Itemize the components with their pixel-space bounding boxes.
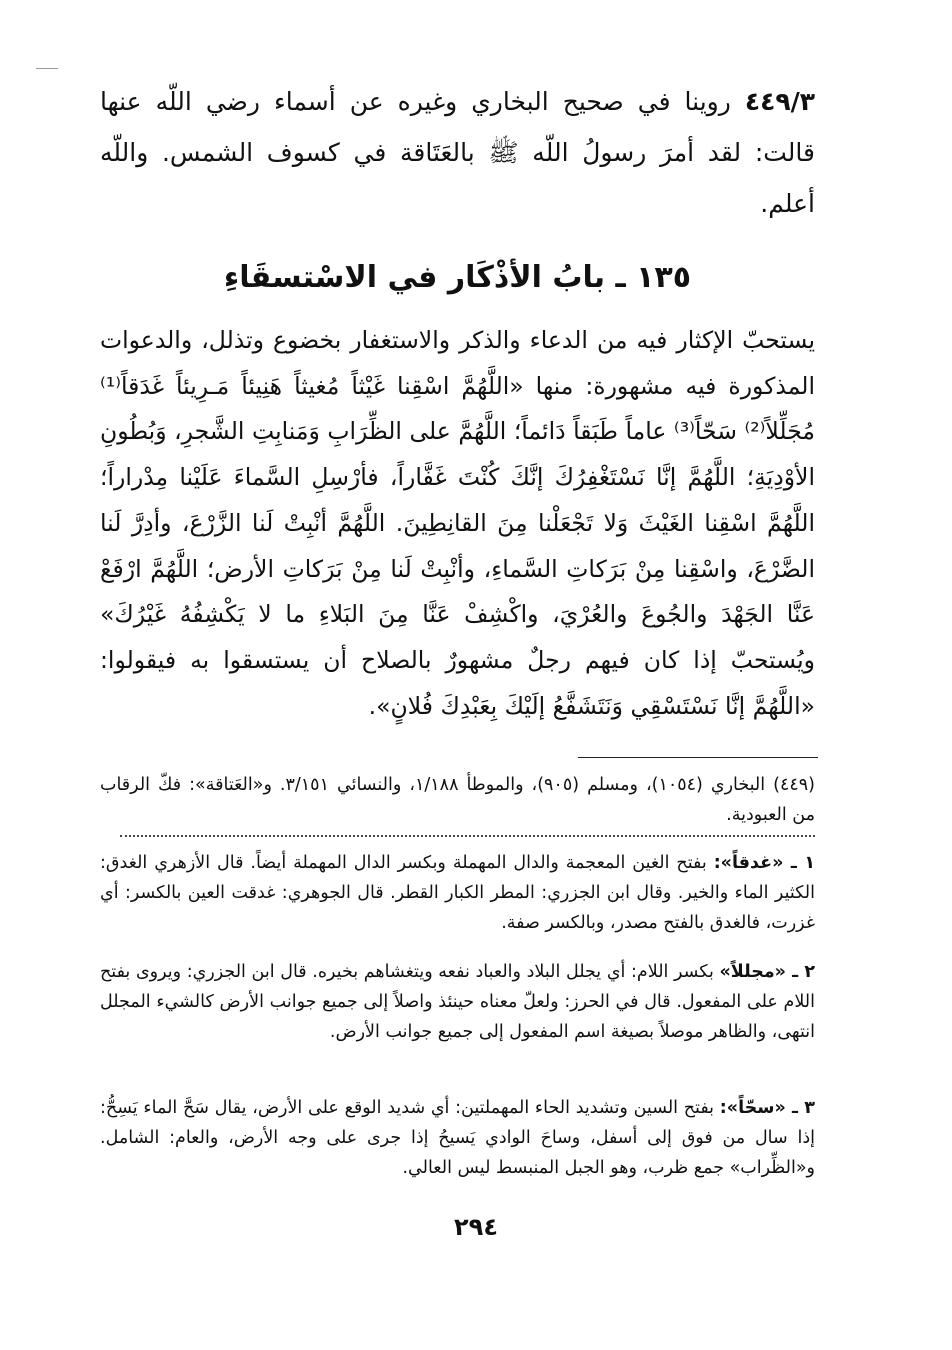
footnote-3 [100,1093,815,1183]
footnote-1 [100,848,815,938]
footnote-2-text: بكسر اللام: أي يجلل البلاد والعباد نفعه ويتغشاهم بخيره. قال ابن الجزري: ويروى بفتح اللام على المفعول. قال في الحرز: ولعلّ معناه حينئذ واصلاً إلى جميع جوانب الأرض كالشيء المجلل انتهى، والظاهر موصلاً بصيغة اسم المفعول إلى جميع جوانب الأرض. [100,962,815,1042]
chapter-body-paragraph: يستحبّ الإكثار فيه من الدعاء والذكر والاستغفار بخضوع وتذلل، والدعوات المذكورة فيه مشهورة: منها «اللَّهُمَّ اسْقِنا غَيْثاً مُغيثاً هَنِيئاً مَـرِيئاً غَدَقاً⁽¹⁾ مُجَلِّلاً⁽²⁾ سَحّاً⁽³⁾ عاماً طَبَقاً دَائماً؛ اللَّهُمَّ على الظِّرَابِ وَمَنابِتِ الشَّجرِ، وَبُطُونِ الأوْدِيَةِ؛ اللَّهُمَّ إنَّا نَسْتَغْفِرُكَ إنَّكَ كُنْتَ غَفَّاراً، فأرْسِلِ السَّماءَ عَلَيْنا مِدْراراً؛ اللَّهُمَّ اسْقِنا الغَيْثَ وَلا تَجْعَلْنا مِنَ القانِطِينَ. اللَّهُمَّ أنْبِتْ لَنا الزَّرْعَ، وأدِرَّ لَنا الضَّرْعَ، واسْقِنا مِنْ بَرَكاتِ السَّماءِ، وأنْبِتْ لَنا مِنْ بَرَكاتِ الأرض؛ اللَّهُمَّ ارْفَعْ عَنَّا الجَهْدَ والجُوعَ والعُرْيَ، واكْشِفْ عَنَّا مِنَ البَلاءِ ما لا يَكْشِفُهُ غَيْرُكَ» ويُستحبّ إذا كان فيهم رجلٌ مشهورٌ بالصلاح أن يستسقوا به فيقولوا: «اللَّهُمَّ إنَّا نَسْتَسْقِي وَنَتَشَفَّعُ إلَيْكَ بِعَبْدِكَ فُلانٍ». [100,326,815,720]
hadith-number: ٤٤٩/٣ [744,87,815,116]
page-number: ٢٩٤ [454,1213,498,1241]
footnote-2 [100,957,815,1047]
footnote-1-text: بفتح الغين المعجمة والدال المهملة وبكسر الدال المهملة أيضاً. قال الأزهري الغدق: الكثير الماء والخير. وقال ابن الجزري: المطر الكبار القطر. قال الجوهري: غدقت العين بالكسر: أي غزرت، فالغدق بالفتح مصدر، وبالكسر صفة. [100,853,815,933]
footnote-3-text: بفتح السين وتشديد الحاء المهملتين: أي شديد الوقع على الأرض، يقال سَحَّ الماء يَسِحُّ: إذا سال من فوق إلى أسفل، وساحَ الوادي يَسيحُ إذا جرى على وجه الأرض، والعام: الشامل. و«الظِّراب» جمع ظرب، وهو الجبل المنبسط ليس العالي. [100,1098,815,1178]
hadith-text: روينا في صحيح البخاري وغيره عن أسماء رضي اللّه عنها قالت: لقد أمرَ رسولُ اللّه ﷺ بالعَتَاقة في كسوف الشمس. واللّه أعلم. [100,87,815,218]
margin-mark [36,68,58,69]
footnote-1-lead: ١ ـ «غدقاً»: [713,853,815,873]
footnote-separator [578,757,818,758]
footnote-reference: (٤٤٩) البخاري (١٠٥٤)، ومسلم (٩٠٥)، والموطأ ١/١٨٨، والنسائي ٣/١٥١. و«العَتاقة»: فكّ الرقاب من العبودية. [100,775,815,825]
hadith-entry [100,76,815,229]
chapter-heading: ١٣٥ ـ بابُ الأذْكَار في الاسْتسقَاءِ [223,260,692,295]
footnote-3-lead: ٣ ـ «سحّاً»: [719,1098,815,1118]
footnote-2-lead: ٢ ـ «مجللاً» [719,962,816,982]
dotted-separator [120,835,815,837]
